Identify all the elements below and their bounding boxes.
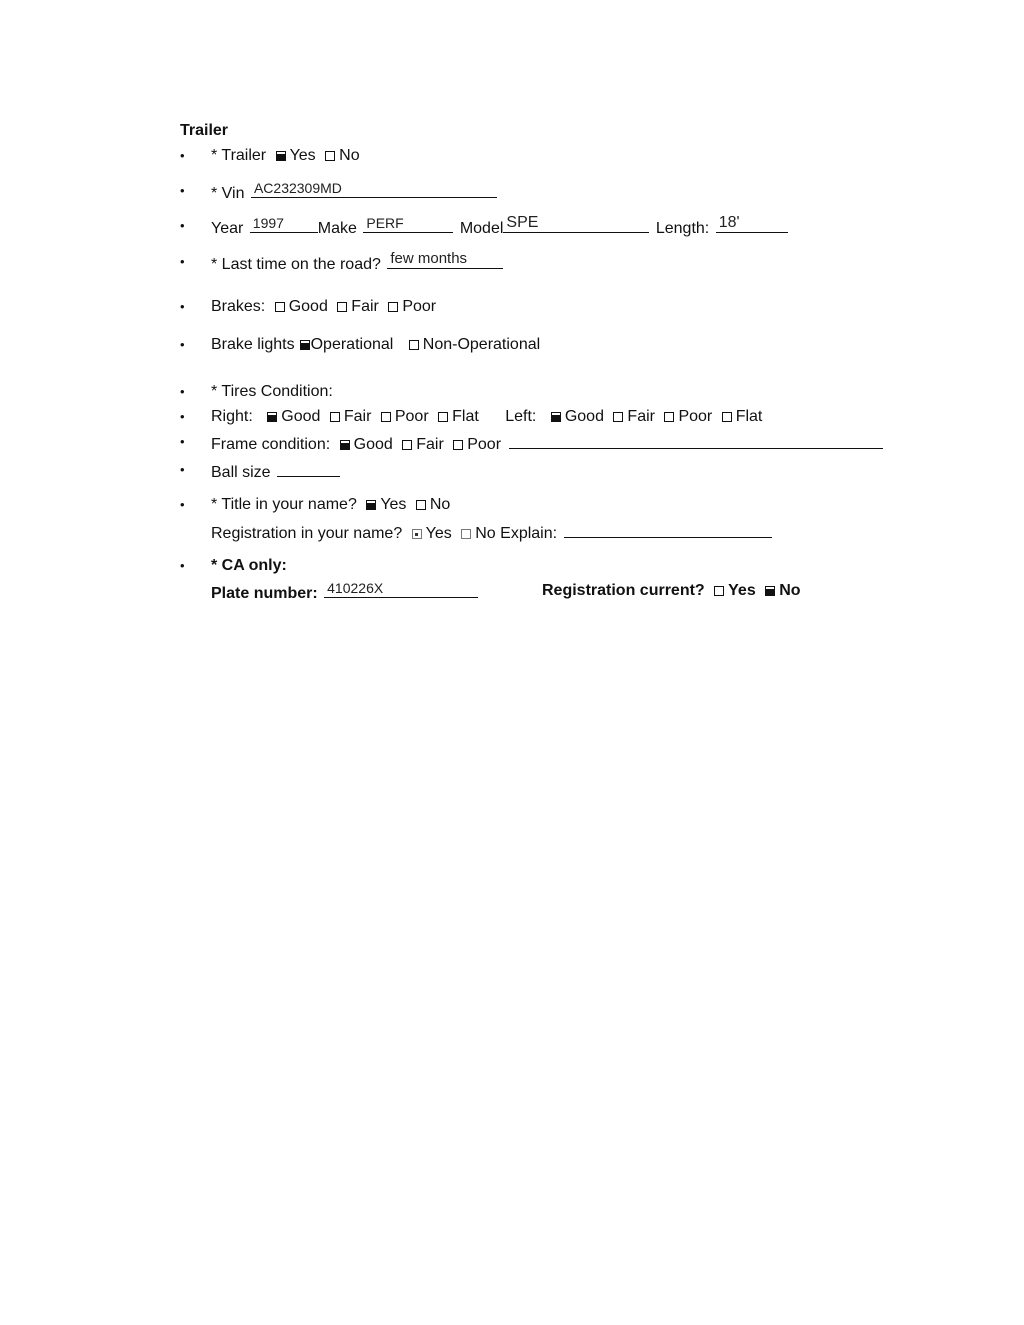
bullet: •: [180, 254, 185, 269]
tires-row: [211, 405, 762, 429]
title-no-checkbox[interactable]: [416, 500, 426, 510]
registration-current-label: Registration current?: [542, 582, 705, 599]
title-label: * Title in your name?: [211, 496, 357, 513]
brakes-fair-label: Fair: [351, 298, 379, 315]
tires-left-fair-checkbox[interactable]: [613, 412, 623, 422]
tires-right-label: Right:: [211, 408, 253, 425]
year-label: Year: [211, 220, 244, 237]
model-label: Model: [459, 220, 504, 237]
vin-row: [211, 179, 499, 206]
brake-lights-non-operational-label: Non-Operational: [422, 336, 541, 353]
bullet: •: [180, 384, 185, 399]
vin-field[interactable]: [251, 179, 497, 198]
tires-left-label: Left:: [505, 408, 537, 425]
bullet: •: [180, 409, 185, 424]
plate-value: 410226X: [327, 580, 384, 596]
frame-good-checkbox[interactable]: [340, 440, 350, 450]
make-value: PERF: [366, 215, 404, 231]
last-road-value: few months: [390, 250, 468, 267]
bullet: •: [180, 183, 185, 198]
registration-current-yes-checkbox[interactable]: [714, 586, 724, 596]
tires-right-flat-checkbox[interactable]: [438, 412, 448, 422]
model-field[interactable]: [503, 214, 649, 233]
ball-size-field[interactable]: [277, 458, 340, 477]
registration-no-checkbox[interactable]: [461, 529, 471, 539]
brakes-row: [211, 295, 436, 319]
bullet: •: [180, 497, 185, 512]
registration-yes-label: Yes: [425, 525, 452, 542]
plate-field[interactable]: [324, 579, 478, 598]
tires-right-fair-checkbox[interactable]: [330, 412, 340, 422]
make-field[interactable]: [363, 214, 453, 233]
brake-lights-operational-checkbox[interactable]: [300, 340, 310, 350]
plate-label: Plate number:: [211, 585, 318, 602]
title-no-label: No: [429, 496, 451, 513]
brakes-fair-checkbox[interactable]: [337, 302, 347, 312]
model-value: SPE: [506, 214, 539, 231]
ca-only-label: * CA only:: [211, 557, 287, 574]
last-road-label: * Last time on the road?: [211, 256, 381, 273]
ball-size-label: Ball size: [211, 464, 271, 481]
brake-lights-label: Brake lights: [211, 336, 295, 353]
tires-left-flat-checkbox[interactable]: [722, 412, 732, 422]
tires-right-flat-label: Flat: [452, 408, 479, 425]
trailer-no-label: No: [339, 147, 360, 164]
bullet: •: [180, 434, 185, 449]
trailer-yes-label: Yes: [289, 147, 316, 164]
length-label: Length:: [655, 220, 710, 237]
title-yes-checkbox[interactable]: [366, 500, 376, 510]
title-row: [211, 493, 450, 517]
registration-current-yes-label: Yes: [728, 582, 756, 599]
brakes-poor-label: Poor: [402, 298, 437, 315]
brake-lights-row: [211, 333, 540, 357]
registration-yes-checkbox[interactable]: [412, 529, 422, 539]
trailer-label: * Trailer: [211, 147, 267, 164]
tires-left-flat-label: Flat: [735, 408, 763, 425]
bullet: •: [180, 299, 185, 314]
frame-poor-label: Poor: [467, 436, 502, 453]
brakes-label: Brakes:: [211, 298, 266, 315]
trailer-no-checkbox[interactable]: [325, 151, 335, 161]
frame-good-label: Good: [353, 436, 393, 453]
bullet: •: [180, 337, 185, 352]
year-field[interactable]: [250, 214, 318, 233]
length-field[interactable]: [716, 214, 788, 233]
frame-fair-checkbox[interactable]: [402, 440, 412, 450]
bullet: •: [180, 558, 185, 573]
plate-row: [211, 579, 480, 606]
bullet: •: [180, 462, 185, 477]
frame-label: Frame condition:: [211, 436, 331, 453]
tires-right-fair-label: Fair: [343, 408, 372, 425]
bullet: •: [180, 218, 185, 233]
specs-row: [211, 214, 790, 241]
registration-label: Registration in your name?: [211, 525, 403, 542]
length-value: 18': [718, 214, 740, 231]
registration-explain-field[interactable]: [564, 519, 772, 538]
brakes-good-label: Good: [288, 298, 328, 315]
brake-lights-non-operational-checkbox[interactable]: [409, 340, 419, 350]
brakes-poor-checkbox[interactable]: [388, 302, 398, 312]
registration-current-no-label: No: [779, 582, 801, 599]
last-road-field[interactable]: [387, 250, 503, 269]
tires-right-good-checkbox[interactable]: [267, 412, 277, 422]
make-label: Make: [317, 220, 357, 237]
tires-left-fair-label: Fair: [627, 408, 655, 425]
registration-explain-label: Explain:: [500, 525, 558, 542]
brakes-good-checkbox[interactable]: [275, 302, 285, 312]
tires-right-poor-checkbox[interactable]: [381, 412, 391, 422]
title-yes-label: Yes: [380, 496, 407, 513]
ball-row: [211, 458, 342, 485]
frame-notes-field[interactable]: [509, 430, 883, 449]
tires-left-poor-checkbox[interactable]: [664, 412, 674, 422]
registration-current-row: [542, 579, 801, 603]
bullet: •: [180, 148, 185, 163]
registration-row: [211, 519, 774, 546]
vin-value: AC232309MD: [253, 180, 342, 196]
tires-left-good-label: Good: [564, 408, 604, 425]
tires-label: * Tires Condition:: [211, 383, 333, 400]
frame-row: [211, 430, 885, 457]
vin-label: * Vin: [211, 185, 245, 202]
tires-left-poor-label: Poor: [678, 408, 713, 425]
tires-left-good-checkbox[interactable]: [551, 412, 561, 422]
last-road-row: [211, 250, 505, 277]
frame-fair-label: Fair: [416, 436, 444, 453]
year-value: 1997: [252, 215, 284, 231]
registration-current-no-checkbox[interactable]: [765, 586, 775, 596]
brake-lights-operational-label: Operational: [310, 336, 394, 353]
section-title: Trailer: [180, 122, 229, 139]
tires-right-poor-label: Poor: [394, 408, 429, 425]
tires-right-good-label: Good: [281, 408, 321, 425]
frame-poor-checkbox[interactable]: [453, 440, 463, 450]
trailer-yes-checkbox[interactable]: [276, 151, 286, 161]
trailer-row: [211, 144, 360, 168]
registration-no-label: No: [475, 525, 496, 542]
